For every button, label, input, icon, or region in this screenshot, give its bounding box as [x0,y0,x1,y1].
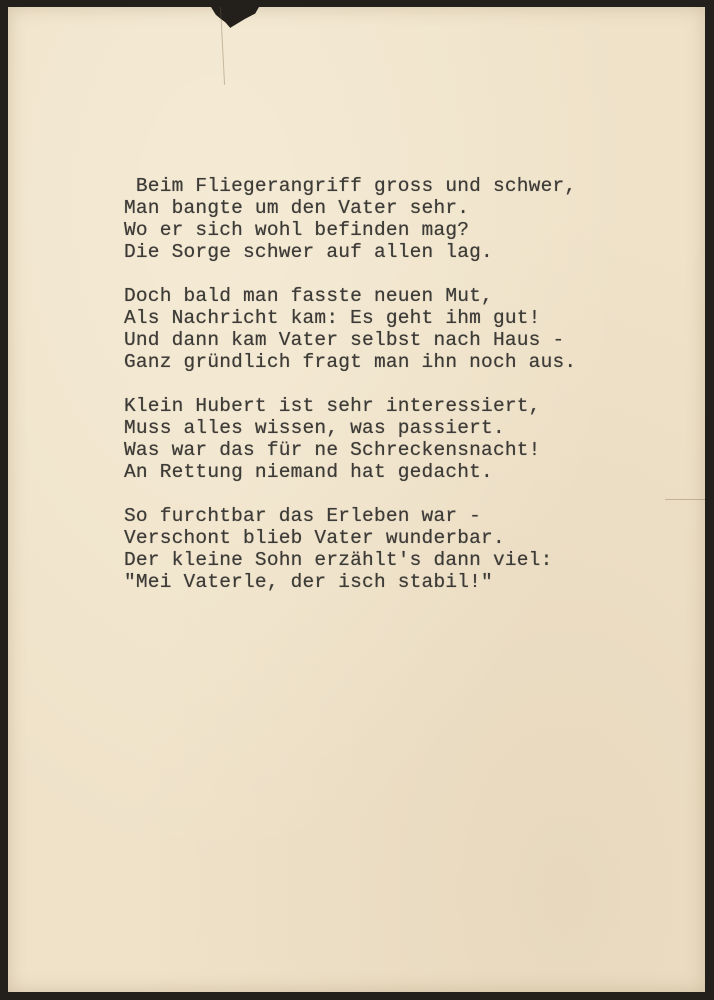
poem-line: Klein Hubert ist sehr interessiert, [124,395,541,417]
poem-line: Verschont blieb Vater wunderbar. [124,527,505,549]
poem-line: Doch bald man fasste neuen Mut, [124,285,493,307]
poem-line: Was war das für ne Schreckensnacht! [124,439,541,461]
poem-line: Wo er sich wohl befinden mag? [124,219,470,241]
poem-line: An Rettung niemand hat gedacht. [124,461,493,483]
stanza-4 [124,505,644,593]
stanza-2 [124,285,644,373]
poem-line: Und dann kam Vater selbst nach Haus - [124,329,565,351]
fold-mark [665,499,705,500]
typewritten-sheet [8,7,705,992]
stanza-3 [124,395,644,483]
poem-text [124,175,644,615]
poem-line: Die Sorge schwer auf allen lag. [124,241,493,263]
poem-line: Der kleine Sohn erzählt's dann viel: [124,549,553,571]
poem-line: "Mei Vaterle, der isch stabil!" [124,571,493,593]
torn-edge [211,7,259,29]
poem-line: Man bangte um den Vater sehr. [124,197,470,219]
poem-line: Beim Fliegerangriff gross und schwer, [124,175,577,197]
poem-line: Ganz gründlich fragt man ihn noch aus. [124,351,577,373]
poem-line: Als Nachricht kam: Es geht ihm gut! [124,307,541,329]
stanza-1 [124,175,644,263]
poem-line: So furchtbar das Erleben war - [124,505,482,527]
poem-line: Muss alles wissen, was passiert. [124,417,505,439]
